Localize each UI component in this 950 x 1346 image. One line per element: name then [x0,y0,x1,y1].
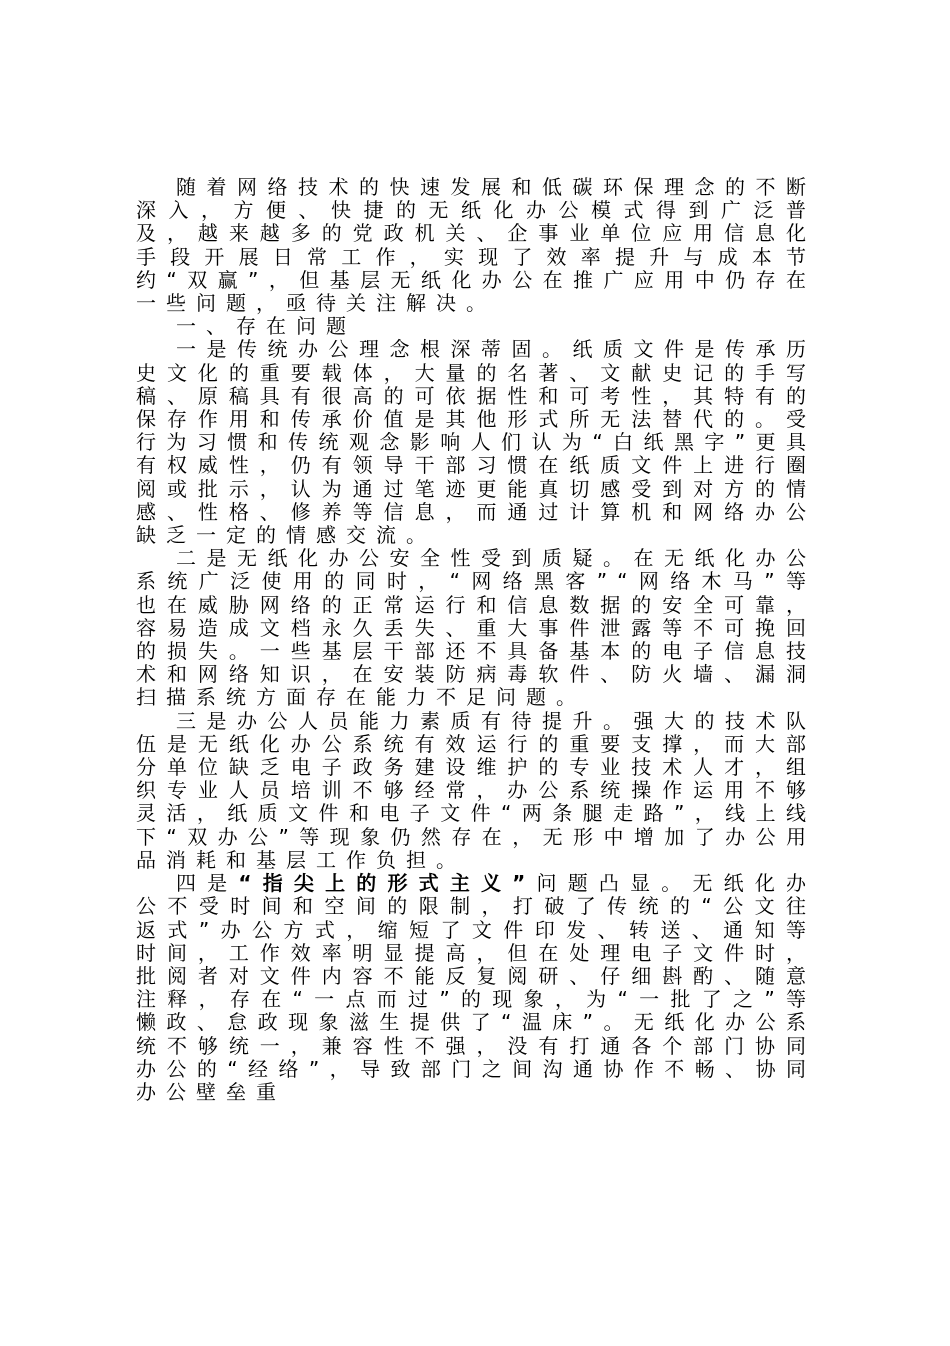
problem-paragraph-3: 三是办公人员能力素质有待提升。强大的技术队伍是无纸化办公系统有效运行的重要支撑，而大部分单位缺乏电子政务建设维护的专业技术人才，组织专业人员培训不够经常，办公系统操作运用不够灵活，纸质文件和电子文件“两条腿走路”，线上线下“双办公”等现象仍然存在，无形中增加了办公用品消耗和基层工作负担。 [136,708,816,872]
problem-paragraph-1: 一是传统办公理念根深蒂固。纸质文件是传承历史文化的重要载体，大量的名著、文献史记的手写稿、原稿具有很高的可依据性和可考性，其特有的保存作用和传承价值是其他形式所无法替代的。受行为习惯和传统观念影响人们认为“白纸黑字”更具有权威性，仍有领导干部习惯在纸质文件上进行圈阅或批示，认为通过笔迹更能真切感受到对方的情感、性格、修养等信息，而通过计算机和网络办公缺乏一定的情感交流。 [136,337,816,548]
document-body [136,176,816,1104]
intro-paragraph: 随着网络技术的快速发展和低碳环保理念的不断深入，方便、快捷的无纸化办公模式得到广泛普及，越来越多的党政机关、企事业单位应用信息化手段开展日常工作，实现了效率提升与成本节约“双赢”，但基层无纸化办公在推广应用中仍存在一些问题，亟待关注解决。 [136,175,816,316]
problem-paragraph-4 [136,872,816,1104]
problem-paragraph-4-lead: 四是 [176,871,239,896]
problem-paragraph-2: 二是无纸化办公安全性受到质疑。在无纸化办公系统广泛使用的同时，“网络黑客”“网络木马”等也在威胁网络的正常运行和信息数据的安全可靠，容易造成文档永久丢失、重大事件泄露等不可挽回的损失。一些基层干部还不具备基本的电子信息技术和网络知识，在安装防病毒软件、防火墙、漏洞扫描系统方面存在能力不足问题。 [136,546,816,710]
problem-paragraph-4-rest: 问题凸显。无纸化办公不受时间和空间的限制，打破了传统的“公文往返式”办公方式，缩短了文件印发、转送、通知等时间，工作效率明显提高，但在处理电子文件时，批阅者对文件内容不能反复阅研、仔细斟酌、随意注释，存在“一点而过”的现象，为“一批了之”等懒政、怠政现象滋生提供了“温床”。无纸化办公系统不够统一，兼容性不强，没有打通各个部门协同办公的“经络”，导致部门之间沟通协作不畅、协同办公壁垒重 [136,871,817,1104]
section-heading: 一、存在问题 [176,314,356,339]
problem-paragraph-4-emphasis: “指尖上的形式主义” [238,871,536,896]
